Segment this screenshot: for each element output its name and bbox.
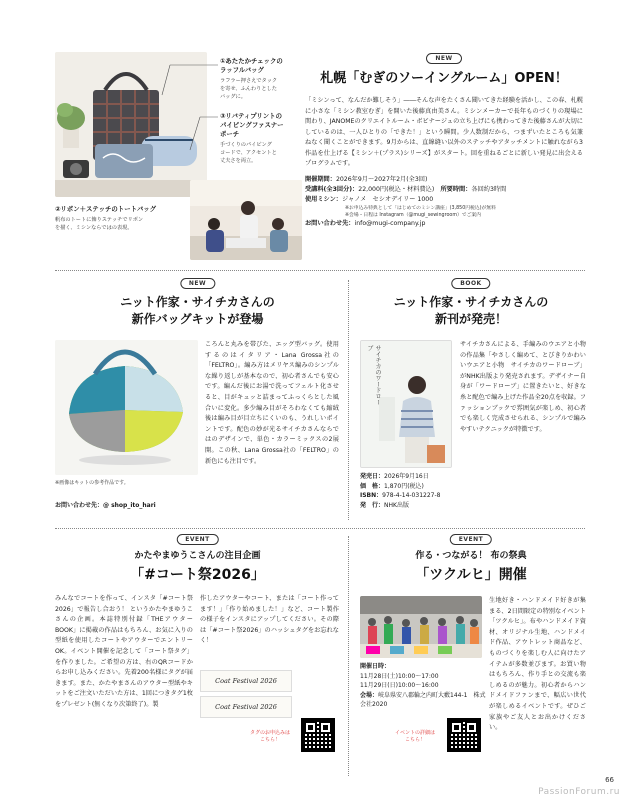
top-note-2: ※会場・日程は Instagram（@mugi_sewingroom）でご案内 bbox=[345, 212, 481, 218]
top-body: 「ミシンって、なんだか難しそう」――そんな声をたくさん聞いてきた経験を活かし、この春、札幌に小さな「ミシン教室むぎ」を開いた後藤真由美さん。ミシンメーカーで長年ものづくりの現場に関わり、JANOMEのクリエイトルーム・ボビナージュの立ち上げにも携わってきた後藤さんが大切にしているのは、一人ひとりの「できた！」という瞬間。少人数制だから、つまずいたところも気兼ねなく聞くことができます。9月からは、直線縫い以外のステッチやアタッチメントに触れながら3作品を仕上げる【ミシン＋(プラス)シリーズ】がスタート。回を重ねるごとに新しい発見に出会えるプログラムです。 bbox=[305, 97, 583, 167]
coat-tag-2-text: Coat Festival 2026 bbox=[215, 703, 277, 711]
tsukuruhi-title: 「ツクルヒ」開催 bbox=[415, 567, 527, 583]
release-label: 発売日： bbox=[360, 473, 385, 480]
divider-1 bbox=[55, 270, 585, 271]
kit-title-line-2: 新作バッグキットが登場 bbox=[131, 312, 264, 326]
coat-qr-code[interactable] bbox=[301, 718, 335, 752]
date-2: 11月29日(日)10:00〜16:00 bbox=[360, 682, 439, 689]
egg-bag-illustration bbox=[55, 340, 198, 475]
price-label: 価 格： bbox=[360, 482, 385, 490]
price-value: 1,870円(税込) bbox=[384, 482, 424, 490]
callout-1-title: ①あたたかチェックの ラッフルバッグ bbox=[220, 57, 283, 74]
coat-body-right: 作したアウターやコート、または「コート作ってます！」「作り始めました！」など、コート製作の様子をインスタにアップしてください。その際は「#コート祭2026」のハッシュタグをお忘れなく！ bbox=[200, 595, 339, 645]
watermark: PassionForum.ru bbox=[538, 787, 620, 797]
callout-2-title: ②リボン＋ステッチのトートバッグ bbox=[55, 205, 157, 213]
period-label: 開催期間： bbox=[305, 175, 336, 183]
period-value: 2026年9月〜2027年2月(全3回) bbox=[335, 175, 428, 183]
divider-v2 bbox=[348, 536, 349, 776]
workshop-photo bbox=[190, 180, 302, 260]
book-title-line-2: 新刊が発売！ bbox=[434, 312, 507, 326]
book-cover-title: サイチカのワードローブ bbox=[366, 345, 381, 405]
coat-tag-1 bbox=[200, 670, 292, 692]
fee-value: 22,000円(税込・材料費込) bbox=[358, 185, 435, 193]
kit-title-line-1: ニット作家・サイチカさんの bbox=[120, 295, 275, 309]
egg-bag-photo bbox=[55, 340, 198, 475]
time-label: 所要時間： bbox=[440, 185, 472, 193]
tsukuruhi-qr-caption: イベントの詳細は こちら！ bbox=[394, 730, 435, 743]
divider-v1 bbox=[348, 280, 349, 520]
tsukuruhi-info bbox=[360, 662, 486, 710]
time-value: 各回約3時間 bbox=[471, 185, 507, 193]
date-1: 11月28日(土)10:00〜17:00 bbox=[360, 672, 439, 680]
book-cover bbox=[360, 340, 452, 468]
callout-1-body: ラフラー押さえでタック を寄せ、ふんわりとした バッグに。 bbox=[220, 78, 278, 100]
publisher-value: NHK出版 bbox=[384, 501, 409, 509]
top-feature bbox=[0, 0, 628, 262]
tsukuruhi-subtitle: 作る・つながる！ 布の祭典 bbox=[415, 551, 527, 561]
kit-section bbox=[55, 278, 340, 518]
contact-value: info@mugi-company.jp bbox=[354, 219, 426, 227]
kit-body: ころんと丸みを帯びた、エッグ型バッグ。使用するのはイタリア・Lana Grossa社の「FELTRO」。編み方はメリヤス編みのシンプルな繰り返しが基本なので、初心者さんでも安心です。編んだ後にお湯で洗ってフェルト化させると、目がキュッと詰まってふっくらとした風合いに変化。多少編み目がそろわなくても縮絨後は編み目が目立ちにくいのも、うれしいポイントです。配色の妙が光るサイチカさんならではのデザインで、単色・カラーミックスの2展開。この秋、Lana Grossa社の「FELTRO」の新色にも注目です。 bbox=[205, 341, 339, 465]
coat-qr-caption: タグのお申込みは こちら！ bbox=[249, 730, 290, 743]
top-text bbox=[305, 45, 583, 229]
coat-tag-2 bbox=[200, 696, 292, 718]
kit-caption: ※画像はキットの参考作品です。 bbox=[55, 480, 129, 486]
callout-3-title: ③リバティプリントの パイピングファスナー ポーチ bbox=[220, 112, 284, 138]
isbn-value: 978-4-14-031227-8 bbox=[382, 492, 441, 499]
coat-badge: EVENT bbox=[176, 534, 218, 545]
top-title: 札幌「むぎのソーイングルーム」OPEN！ bbox=[320, 71, 568, 86]
workshop-illustration bbox=[190, 180, 302, 260]
kit-badge: NEW bbox=[180, 278, 215, 289]
event-photo bbox=[360, 596, 482, 658]
contact-label: お問い合わせ先： bbox=[305, 219, 355, 227]
book-title-line-1: ニット作家・サイチカさんの bbox=[393, 295, 549, 309]
fee-label: 受講料(全3回分)： bbox=[305, 185, 359, 193]
top-info bbox=[305, 175, 583, 229]
tsukuruhi-body: 生地好き・ハンドメイド好きが集まる、2日間限定の特別なイベント「ツクルヒ」。布やハンドメイド資材、オリジナル生地、ハンドメイド作品、アウトレット商品など、ものづくりを楽しむ人に向けたアイテムが多数並びます。お買い物はもちろん、作り手との交流も楽しめるのが魅力。初心者からハンドメイドファンまで、幅広い世代が楽しめるイベントです。ぜひご家族やご友人とお出かけください。 bbox=[489, 597, 586, 732]
divider-2 bbox=[55, 528, 585, 529]
book-info bbox=[360, 472, 500, 510]
top-badge: NEW bbox=[426, 53, 461, 64]
kit-contact: お問い合わせ先：@ shop_ito_hari bbox=[55, 502, 156, 509]
venue-value: 岐阜県安八郡輪之内町大藪144-1 株式会社2020 bbox=[360, 691, 486, 708]
event-illustration bbox=[360, 596, 482, 658]
callout-2-body: 帆布のトートに飾りステッチでリボン を描く、ミシンならではの表現。 bbox=[55, 217, 144, 231]
book-section bbox=[355, 278, 587, 518]
venue-label: 会場： bbox=[360, 691, 379, 699]
machine-value: ジャノメ セシオデイリー 1000 bbox=[341, 195, 434, 203]
isbn-label: ISBN： bbox=[360, 492, 383, 499]
coat-section bbox=[55, 534, 340, 779]
top-note-1: ※お申込み特典として「はじめてのミシン講座」(3,850円税込)が無料 bbox=[345, 205, 496, 211]
coat-title: 「#コート祭2026」 bbox=[130, 567, 265, 583]
publisher-label: 発 行： bbox=[360, 501, 385, 509]
dates-label: 開催日時： bbox=[360, 663, 391, 670]
machine-label: 使用ミシン： bbox=[305, 195, 342, 203]
coat-body-left: みんなでコートを作って、インスタ「#コート祭2026」で報告し合おう！ というかたやまゆうこさんの企画。本誌特別付録「THEアウター BOOK」に掲載の作品はもちろん、お気に入りの型紙を使用したコートやアウターでエントリーOK。イベント開催を記念して「コート祭タグ」を作りました。ご希望の方は、右のQRコードからお申し込みください。先着200名様にタグが届きます。また、かたやまさんのアウター型紙やキットをご注文いただいた方は、1回につきタグ1枚をプレゼント(無くなり次第終了)。製 bbox=[55, 595, 193, 708]
book-badge: BOOK bbox=[451, 278, 490, 289]
coat-subtitle: かたやまゆうこさんの注目企画 bbox=[134, 551, 261, 561]
callout-2 bbox=[55, 205, 195, 232]
callout-3-body: 手づくりのパイピング コードで、アクセントと 丈夫さを両立。 bbox=[220, 142, 277, 164]
tsukuruhi-badge: EVENT bbox=[450, 534, 492, 545]
page-number: 66 bbox=[605, 776, 614, 784]
tsukuruhi-section bbox=[355, 534, 587, 779]
tsukuruhi-qr-code[interactable] bbox=[447, 718, 481, 752]
coat-tag-1-text: Coat Festival 2026 bbox=[215, 677, 277, 685]
release-value: 2026年9月16日 bbox=[384, 473, 429, 480]
book-body: サイチカさんによる、手編みのウエアと小物の作品集「やさしく編めて、とびきりかわいいウエアと小物 サイチカのワードローブ」がNHK出版より発売されます。デザイナー自身が「ワードローブ」に置きたいと、好きな糸と配色で編み上げた作品全20点を収録。ファッションブックで雰囲気が楽しめ、初心者でも楽しく完成させられる、シンプルで編みやすいテクニックが特徴です。 bbox=[460, 341, 586, 433]
